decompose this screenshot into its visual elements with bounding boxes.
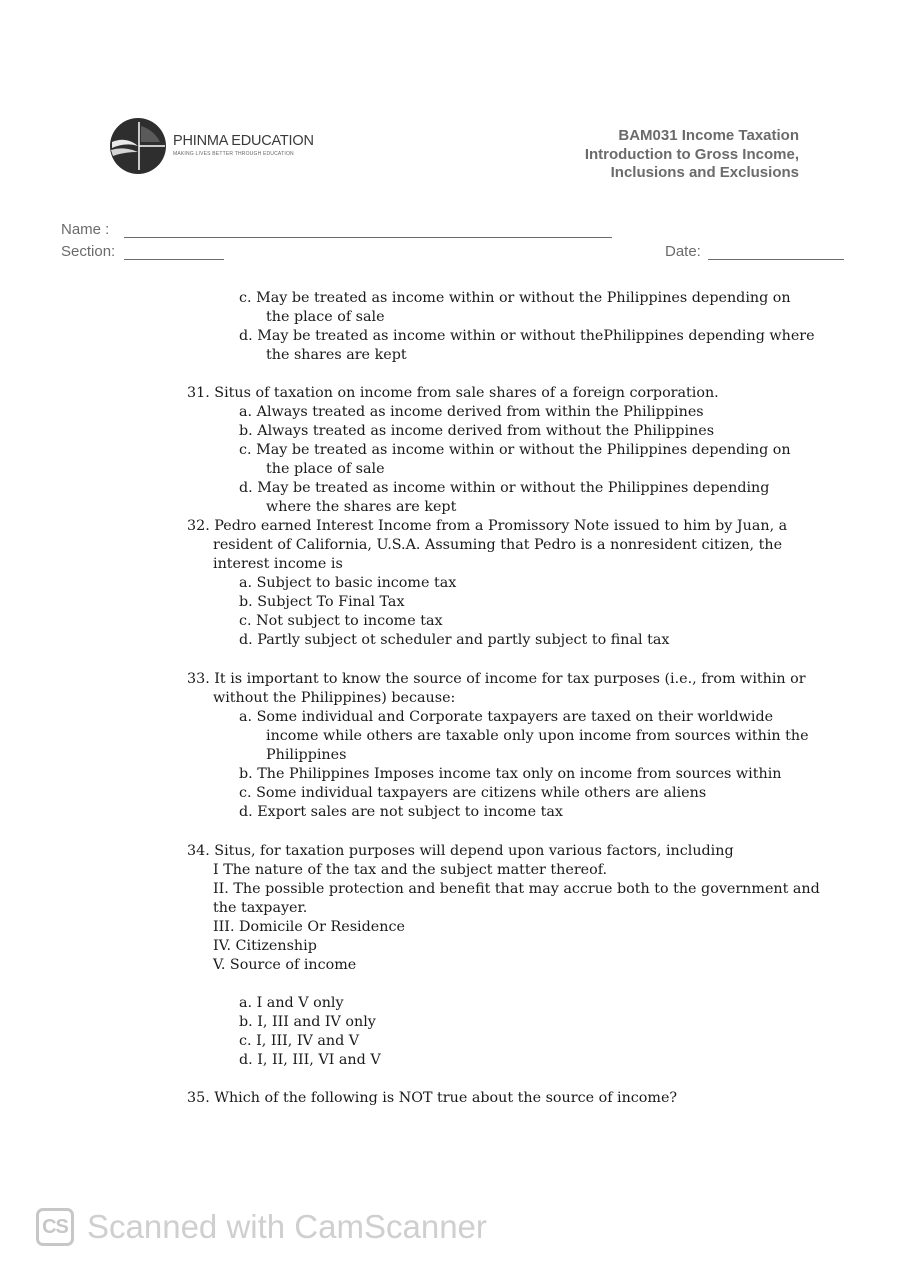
question-text-line: interest income is — [213, 556, 343, 572]
answer-choice: c. Some individual taxpayers are citizens while others are aliens — [239, 785, 707, 801]
answer-choice: b. Subject To Final Tax — [239, 594, 405, 610]
camscanner-text: Scanned with CamScanner — [87, 1208, 487, 1245]
answer-choice: b. The Philippines Imposes income tax only on income from sources within — [239, 766, 782, 782]
course-title-line-2: Inclusions and Exclusions — [610, 164, 799, 182]
answer-choice: a. Always treated as income derived from within the Philippines — [239, 404, 704, 420]
question-stem: 32. Pedro earned Interest Income from a Promissory Note issued to him by Juan, a — [187, 518, 788, 534]
section-label: Section: — [61, 243, 116, 260]
question-text-line: income while others are taxable only upon income from sources within the — [266, 728, 809, 744]
answer-choice: b. Always treated as income derived from without the Philippines — [239, 423, 715, 439]
question-text-line: where the shares are kept — [266, 499, 457, 515]
question-text-line: the shares are kept — [266, 347, 407, 363]
answer-choice: c. Not subject to income tax — [239, 613, 443, 629]
question-text-line: the place of sale — [266, 309, 385, 325]
question-text-line: resident of California, U.S.A. Assuming that Pedro is a nonresident citizen, the — [213, 537, 783, 553]
answer-choice: d. Export sales are not subject to income tax — [239, 804, 563, 820]
question-text-line: the taxpayer. — [213, 900, 308, 916]
course-code: BAM031 Income Taxation — [618, 127, 799, 144]
question-text-line: the place of sale — [266, 461, 385, 477]
phinma-logo-icon — [108, 116, 168, 176]
question-text-line: III. Domicile Or Residence — [213, 919, 405, 935]
question-stem: 34. Situs, for taxation purposes will depend upon various factors, including — [187, 843, 734, 859]
question-text-line: IV. Citizenship — [213, 938, 317, 954]
question-stem: 35. Which of the following is NOT true about the source of income? — [187, 1090, 678, 1106]
logo-tagline: MAKING LIVES BETTER THROUGH EDUCATION — [173, 151, 294, 157]
question-text-line: without the Philippines) because: — [213, 690, 456, 706]
course-heading — [459, 127, 799, 183]
course-title-line-1: Introduction to Gross Income, — [584, 145, 799, 163]
question-stem: 31. Situs of taxation on income from sale shares of a foreign corporation. — [187, 385, 719, 401]
question-text-line: Philippines — [266, 747, 347, 763]
date-field-line[interactable] — [708, 259, 844, 260]
answer-choice: d. Partly subject ot scheduler and partly subject to final tax — [239, 632, 670, 648]
answer-choice: a. I and V only — [239, 995, 344, 1011]
answer-choice: b. I, III and IV only — [239, 1014, 376, 1030]
answer-choice: a. Some individual and Corporate taxpayers are taxed on their worldwide — [239, 709, 774, 725]
answer-choice: d. I, II, III, VI and V — [239, 1052, 381, 1068]
answer-choice: c. I, III, IV and V — [239, 1033, 360, 1049]
answer-choice: d. May be treated as income within or without thePhilippines depending where — [239, 328, 815, 344]
question-text-line: I The nature of the tax and the subject matter thereof. — [213, 862, 608, 878]
answer-choice: d. May be treated as income within or without the Philippines depending — [239, 480, 770, 496]
date-label: Date: — [665, 243, 701, 260]
answer-choice: c. May be treated as income within or without the Philippines depending on — [239, 442, 791, 458]
name-label: Name : — [61, 221, 110, 238]
logo-name: PHINMA EDUCATION — [173, 133, 314, 149]
section-field-line[interactable] — [124, 259, 224, 260]
answer-choice: a. Subject to basic income tax — [239, 575, 457, 591]
answer-choice: c. May be treated as income within or without the Philippines depending on — [239, 290, 791, 306]
question-text-line: II. The possible protection and benefit that may accrue both to the government and — [213, 881, 820, 897]
camscanner-logo-icon: CS — [36, 1208, 74, 1246]
camscanner-watermark — [36, 1208, 487, 1246]
question-text-line: V. Source of income — [213, 957, 357, 973]
name-field-line[interactable] — [124, 237, 612, 238]
question-stem: 33. It is important to know the source of income for tax purposes (i.e., from within or — [187, 671, 806, 687]
